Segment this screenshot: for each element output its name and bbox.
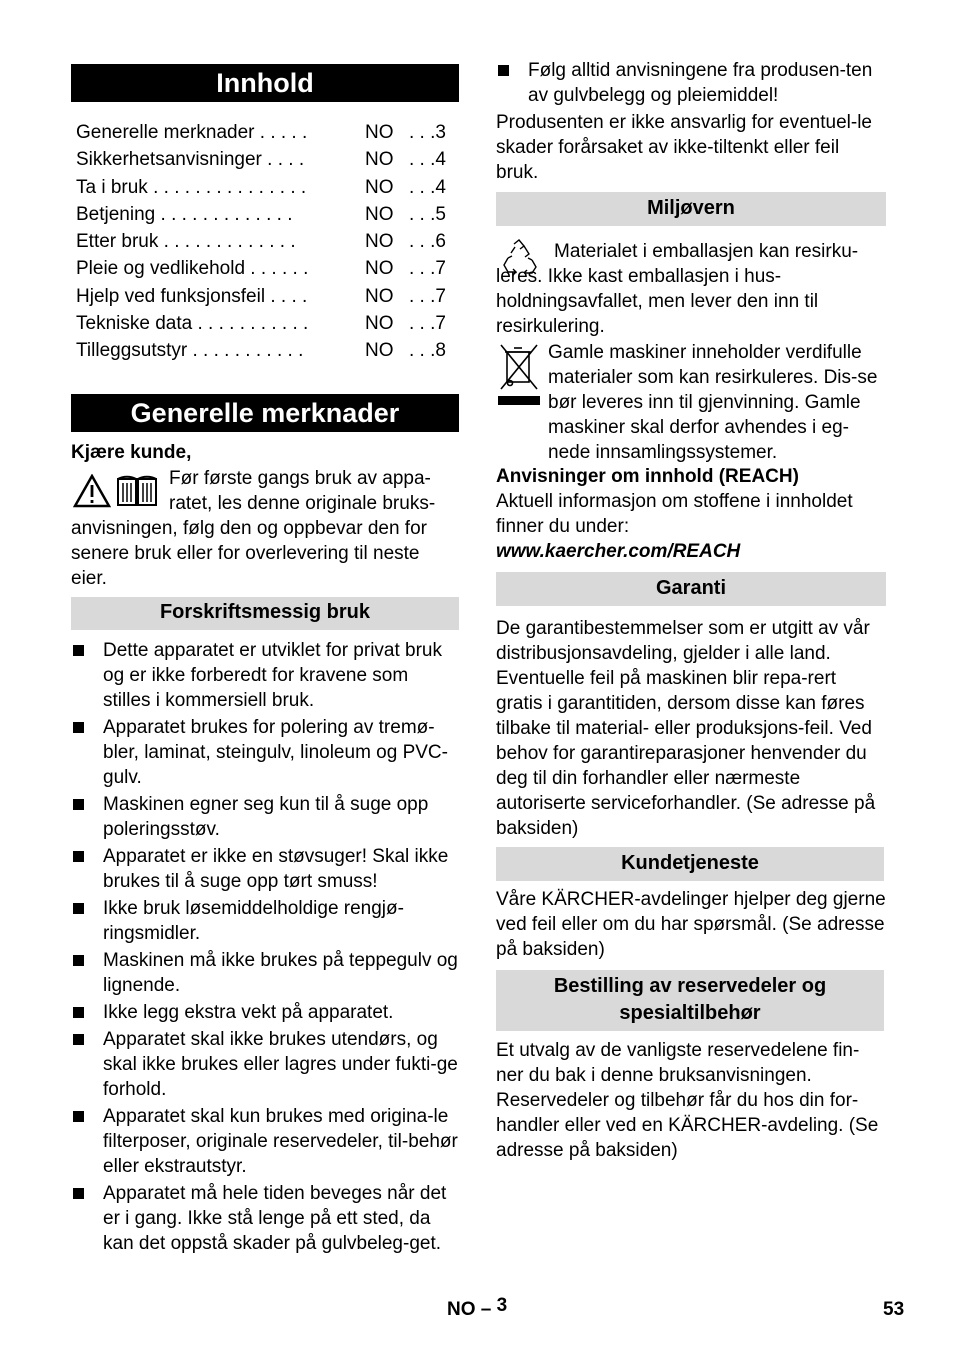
toc-page: . . .5 xyxy=(409,203,446,225)
intended-use-heading: Forskriftsmessig bruk xyxy=(71,597,459,630)
toc-title: Pleie og vedlikehold . . . . . . xyxy=(76,258,309,280)
toc-title: Tekniske data . . . . . . . . . . . xyxy=(76,313,309,335)
intro-line-1: Før første gangs bruk av appa- xyxy=(169,468,431,489)
toc-title: Tilleggsutstyr . . . . . . . . . . . xyxy=(76,340,304,362)
spare-parts-heading xyxy=(496,970,884,1031)
toc-lang: NO xyxy=(365,258,394,280)
list-item: Apparatet brukes for polering av tremø-bler, laminat, steingulv, linoleum og PVC-gulv. xyxy=(71,715,459,790)
toc-page: . . .8 xyxy=(409,340,446,362)
toc-page: . . .6 xyxy=(409,231,446,253)
list-item: Ikke bruk løsemiddelholdige rengjø-ringsmidler. xyxy=(71,896,459,946)
toc-title: Sikkerhetsanvisninger . . . . xyxy=(76,149,305,171)
recycle-text: Materialet i emballasjen kan resirku-leres. Ikke kast emballasjen i hus-holdningsavfallet, men lever den inn til resirkulering. xyxy=(496,241,859,337)
list-item: Maskinen må ikke brukes på teppegulv og lignende. xyxy=(71,948,459,998)
spare-parts-text: Et utvalg av de vanligste reservedelene fin-ner du bak i denne bruksanvisningen. Reservedeler og tilbehør får du hos din for-handler eller ved en KÄRCHER-avdeling. (Se adresse på baksiden) xyxy=(496,1040,879,1161)
page-number: 53 xyxy=(883,1299,905,1320)
list-item: Følg alltid anvisningene fra produsen-ten av gulvbelegg og pleiemiddel! xyxy=(496,58,886,108)
toc-lang: NO xyxy=(365,340,394,362)
reach-heading: Anvisninger om innhold (REACH) xyxy=(496,466,799,487)
reach-link[interactable]: www.kaercher.com/REACH xyxy=(496,541,741,562)
list-item: Dette apparatet er utviklet for privat bruk og er ikke forberedt for kravene som stilles i kommersiell bruk. xyxy=(71,638,459,713)
footer-local-page: 3 xyxy=(496,1295,508,1316)
toc-row[interactable] xyxy=(76,255,456,282)
list-item: Apparatet skal kun brukes med origina-le filterposer, originale reservedeler, til-behør eller ekstrautstyr. xyxy=(71,1104,459,1179)
toc-lang: NO xyxy=(365,122,394,143)
toc-row[interactable] xyxy=(76,146,456,173)
toc-lang: NO xyxy=(365,176,394,198)
list-item: Apparatet er ikke en støvsuger! Skal ikke brukes til å suge opp tørt smuss! xyxy=(71,844,459,894)
toc-lang: NO xyxy=(365,313,394,335)
top-bullet-list xyxy=(496,58,886,110)
toc-page: . . .7 xyxy=(409,285,446,307)
wheelie-bin-crossed-icon xyxy=(498,343,540,417)
toc-page: . . .4 xyxy=(409,176,446,198)
greeting: Kjære kunde, xyxy=(71,442,192,463)
toc-row[interactable] xyxy=(76,119,456,146)
toc-row[interactable] xyxy=(76,228,456,255)
toc-page: . . .4 xyxy=(409,149,446,171)
toc-title: Generelle merknader . . . . . xyxy=(76,122,308,143)
toc-lang: NO xyxy=(365,285,394,307)
list-item: Apparatet må hele tiden beveges når det er i gang. Ikke stå lenge på ett sted, da kan det oppstå skader på gulvbeleg-get. xyxy=(71,1181,459,1256)
toc-title: Ta i bruk . . . . . . . . . . . . . . . xyxy=(76,176,307,198)
service-heading: Kundetjeneste xyxy=(496,847,884,881)
toc-page: . . .7 xyxy=(409,313,446,335)
list-item: Apparatet skal ikke brukes utendørs, og skal ikke brukes eller lagres under fukti-ge forhold. xyxy=(71,1027,459,1102)
footer-dash: – xyxy=(480,1299,492,1320)
service-text: Våre KÄRCHER-avdelinger hjelper deg gjerne ved feil eller om du har spørsmål. (Se adresse på baksiden) xyxy=(496,889,886,960)
warning-icon xyxy=(73,474,111,514)
warranty-text: De garantibestemmelser som er utgitt av vår distribusjonsavdeling, gjelder i alle land. Eventuelle feil på maskinen blir repa-rert gratis i garantitiden, dersom disse kan føres tilbake til material- eller produksjons-feil. Ved behov for garantireparasjoner henvender du deg til din forhandler eller nærmeste autoriserte serviceforhandler. (Se adresse på baksiden) xyxy=(496,618,876,839)
intro-line-2: ratet, les denne originale bruks- xyxy=(169,493,436,514)
toc-row[interactable] xyxy=(76,201,456,228)
list-item: Maskinen egner seg kun til å suge opp poleringsstøv. xyxy=(71,792,459,842)
toc-page: . . .7 xyxy=(409,258,446,280)
general-heading: Generelle merknader xyxy=(71,394,459,432)
manufacturer-text: Produsenten er ikke ansvarlig for eventuel-le skader forårsaket av ikke-tiltenkt eller feil bruk. xyxy=(496,112,872,183)
list-item: Ikke legg ekstra vekt på apparatet. xyxy=(71,1000,459,1025)
manual-book-icon xyxy=(115,474,159,514)
toc-row[interactable] xyxy=(76,283,456,310)
toc-lang: NO xyxy=(365,203,394,225)
spare-parts-heading-line-2: spesialtilbehør xyxy=(619,1002,761,1024)
toc-title: Etter bruk . . . . . . . . . . . . . xyxy=(76,231,296,253)
toc-page: . . .3 xyxy=(409,122,446,143)
toc-heading: Innhold xyxy=(71,64,459,102)
warranty-heading: Garanti xyxy=(496,572,886,606)
table-of-contents xyxy=(76,119,456,365)
intended-use-list xyxy=(71,638,459,1258)
footer-section-label xyxy=(447,1295,508,1321)
toc-row[interactable] xyxy=(76,174,456,201)
footer-section: NO xyxy=(447,1299,476,1320)
environment-heading: Miljøvern xyxy=(496,192,886,226)
toc-lang: NO xyxy=(365,231,394,253)
toc-row[interactable] xyxy=(76,310,456,337)
intro-text: anvisningen, følg den og oppbevar den for senere bruk eller for overlevering til neste eier. xyxy=(71,518,427,589)
spare-parts-heading-line-1: Bestilling av reservedeler og xyxy=(553,975,827,997)
reach-text: Aktuell informasjon om stoffene i innholdet finner du under: xyxy=(496,491,853,537)
weee-text: Gamle maskiner inneholder verdifulle materialer som kan resirkuleres. Dis-se bør leveres inn til gjenvinning. Gamle maskiner skal derfor avhendes i eg-nede innsamlingssystemer. xyxy=(548,342,878,463)
toc-title: Betjening . . . . . . . . . . . . . xyxy=(76,203,293,225)
toc-lang: NO xyxy=(365,149,394,171)
toc-title: Hjelp ved funksjonsfeil . . . . xyxy=(76,285,308,307)
toc-row[interactable] xyxy=(76,337,456,364)
